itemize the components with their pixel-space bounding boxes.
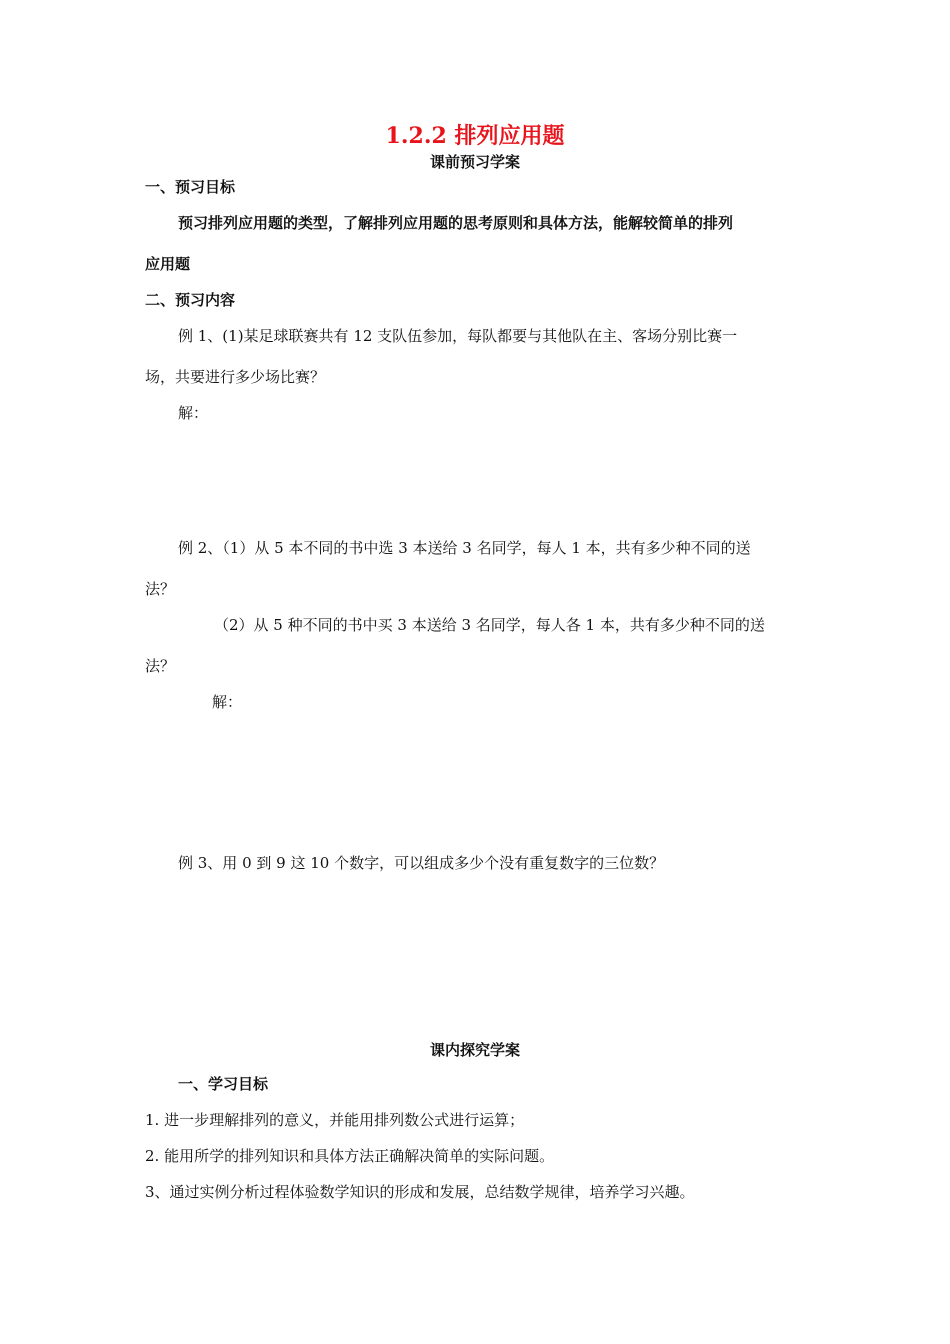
learning-goal-heading: 一、学习目标 [178,1075,269,1093]
preview-goal-text-line1: 预习排列应用题的类型，了解排列应用题的思考原则和具体方法，能解较简单的排列 [178,214,734,232]
example2b-line2: 法？ [145,657,176,675]
preview-goal-text-line2: 应用题 [145,255,191,273]
example1-solution-label: 解： [178,404,209,422]
example2-line2: 法？ [145,580,176,598]
preview-subtitle: 课前预习学案 [429,153,520,171]
learning-goal-item-1: 1. 进一步理解排列的意义，并能用排列数公式进行运算； [145,1111,525,1129]
document-title: 1.2.2 排列应用题 [385,123,565,149]
learning-goal-item-3: 3、通过实例分析过程体验数学知识的形成和发展，总结数学规律，培养学习兴趣。 [145,1183,695,1201]
example2-line1: 例 2、（1）从 5 本不同的书中选 3 本送给 3 名同学，每人 1 本，共有多少种不同的送 [178,539,751,557]
example3-text: 例 3、用 0 到 9 这 10 个数字，可以组成多少个没有重复数字的三位数？ [178,854,665,872]
inclass-subtitle: 课内探究学案 [429,1041,520,1059]
example2-solution-label: 解： [212,693,243,711]
example1-line1: 例 1、(1)某足球联赛共有 12 支队伍参加，每队都要与其他队在主、客场分别比赛一 [178,327,738,345]
learning-goal-item-2: 2. 能用所学的排列知识和具体方法正确解决简单的实际问题。 [145,1147,555,1165]
preview-content-heading: 二、预习内容 [145,291,236,309]
preview-goal-heading: 一、预习目标 [145,178,236,196]
example2b-line1: （2）从 5 种不同的书中买 3 本送给 3 名同学，每人各 1 本，共有多少种不同的送 [214,616,765,634]
example1-line2: 场，共要进行多少场比赛？ [145,368,326,386]
